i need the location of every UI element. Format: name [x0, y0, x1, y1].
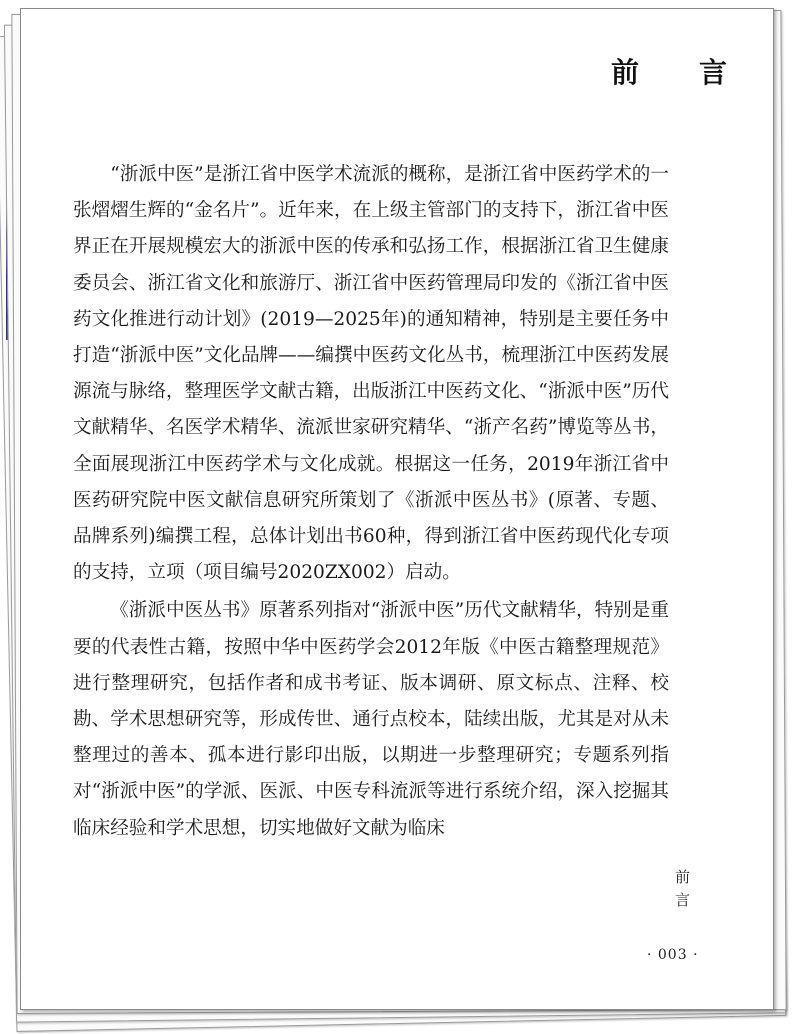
preface-body	[73, 157, 669, 847]
book-page	[20, 8, 774, 1010]
paragraph-2: 《浙派中医丛书》原著系列指对“浙派中医”历代文献精华，特别是重要的代表性古籍，按照中华中医药学会2012年版《中医古籍整理规范》进行整理研究，包括作者和成书考证、版本调研、原文标点、注释、校勘、学术思想研究等，形成传世、通行点校本，陆续出版，尤其是对从未整理过的善本、孤本进行影印出版，以期进一步整理研究；专题系列指对“浙派中医”的学派、医派、中医专科流派等进行系统介绍，深入挖掘其临床经验和学术思想，切实地做好文献为临床	[73, 600, 669, 839]
running-section-label: 前言	[673, 869, 691, 915]
paragraph-1: “浙派中医”是浙江省中医学术流派的概称，是浙江省中医药学术的一张熠熠生辉的“金名片”。近年来，在上级主管部门的支持下，浙江省中医界正在开展规模宏大的浙派中医的传承和弘扬工作，根据浙江省卫生健康委员会、浙江省文化和旅游厅、浙江省中医药管理局印发的《浙江省中医药文化推进行动计划》(2019—2025年)的通知精神，特别是主要任务中打造“浙派中医”文化品牌——编撰中医药文化丛书，梳理浙江中医药发展源流与脉络，整理医学文献古籍，出版浙江中医药文化、“浙派中医”历代文献精华、名医学术精华、流派世家研究精华、“浙产名药”博览等丛书，全面展现浙江中医药学术与文化成就。根据这一任务，2019年浙江省中医药研究院中医文献信息研究所策划了《浙派中医丛书》(原著、专题、品牌系列)编撰工程，总体计划出书60种，得到浙江省中医药现代化专项的支持，立项（项目编号2020ZX002）启动。	[73, 164, 669, 584]
page-number: · 003 ·	[647, 947, 699, 963]
page-title: 前 言	[611, 56, 744, 89]
